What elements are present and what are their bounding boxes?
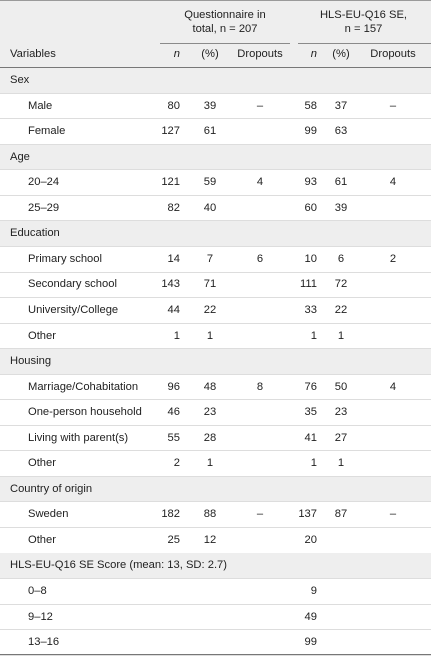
cell-n-hls: 60 [304,201,317,214]
cell-dropouts-hls [363,196,423,221]
cell-n-questionnaire: 143 [161,278,180,291]
cell-n-questionnaire: 182 [161,508,180,521]
cell-pct-questionnaire: 1 [206,457,214,470]
cell-dropouts-questionnaire [230,630,290,655]
cell-pct-questionnaire: 59 [203,176,217,189]
table-row [0,605,431,631]
cell-n-hls: 99 [304,636,317,649]
cell-n-hls: 9 [310,585,317,597]
row-label: University/College [28,303,119,316]
group-underline-hls [298,43,431,44]
group-underline-questionnaire [160,43,290,44]
cell-pct-questionnaire [195,579,225,604]
cell-pct-hls [326,579,356,604]
cell-n-hls: 10 [304,252,317,265]
cell-pct-questionnaire [195,605,225,630]
cell-n-questionnaire [150,605,180,630]
row-label: Other [28,457,56,470]
cell-dropouts-hls: 2 [389,252,397,265]
row-label: 13–16 [28,636,60,649]
cell-n-hls: 41 [304,431,317,444]
cell-pct-questionnaire: 61 [203,125,217,138]
cell-n-questionnaire: 121 [161,176,180,189]
row-label: Living with parent(s) [28,431,129,444]
cell-dropouts-questionnaire: 8 [256,380,264,393]
section-row [0,68,431,94]
cell-dropouts-questionnaire: 6 [256,252,264,265]
cell-dropouts-hls [363,324,423,349]
cell-dropouts-questionnaire [230,272,290,297]
col-header-dropouts-hls: Dropouts [370,48,416,60]
row-label: 25–29 [28,201,60,214]
row-label: 0–8 [28,585,47,597]
row-label: Secondary school [28,278,117,291]
cell-pct-hls: 50 [334,380,348,393]
cell-n-questionnaire: 127 [161,125,180,138]
cell-dropouts-hls [363,119,423,144]
row-label: One-person household [28,406,142,419]
cell-pct-hls: 37 [334,99,348,112]
cell-dropouts-hls [363,298,423,323]
section-label: Age [10,150,30,163]
cell-pct-questionnaire: 7 [206,252,214,265]
cell-dropouts-questionnaire: 4 [256,176,264,189]
cell-pct-questionnaire: 1 [206,329,214,342]
col-header-dropouts-questionnaire: Dropouts [237,48,283,60]
cell-n-hls: 33 [304,303,317,316]
cell-dropouts-hls: 4 [389,176,397,189]
group-header-hls-line1: HLS-EU-Q16 SE, [319,9,408,21]
cell-dropouts-hls [363,579,423,604]
col-header-n-hls: n [310,48,317,60]
col-header-n-questionnaire: n [173,48,180,60]
cell-n-hls: 137 [298,508,317,521]
table-row [0,426,431,452]
cell-n-questionnaire: 25 [167,533,180,546]
table-row [0,451,431,477]
table-row [0,400,431,426]
cell-pct-hls: 87 [334,508,348,521]
section-row [0,221,431,247]
cell-pct-hls [326,528,356,553]
row-label: 20–24 [28,176,60,189]
section-label: Country of origin [10,482,93,495]
cell-dropouts-questionnaire [230,426,290,451]
cell-pct-questionnaire: 23 [203,406,217,419]
table-row [0,298,431,324]
cell-n-hls: 111 [299,278,317,291]
cell-n-questionnaire: 1 [173,329,180,342]
cell-n-questionnaire [150,630,180,655]
row-label: Sweden [28,508,69,521]
cell-dropouts-hls [363,528,423,553]
cell-n-hls: 58 [304,99,317,112]
cell-pct-questionnaire: 48 [203,380,217,393]
table-row [0,247,431,273]
table-row [0,324,431,350]
cell-pct-questionnaire: 39 [203,99,217,112]
cell-dropouts-questionnaire [230,400,290,425]
cell-pct-questionnaire: 88 [203,508,217,521]
table-row [0,630,431,656]
table-row [0,528,431,554]
cell-dropouts-hls [363,272,423,297]
row-label: Other [28,533,56,546]
cell-n-questionnaire: 82 [167,201,180,214]
cell-dropouts-hls [363,400,423,425]
section-label: Education [10,227,60,240]
cell-pct-questionnaire: 12 [203,533,217,546]
cell-pct-hls: 6 [337,252,345,265]
cell-dropouts-hls [363,605,423,630]
cell-dropouts-hls: 4 [389,380,397,393]
cell-pct-questionnaire: 22 [203,303,217,316]
row-label: Female [28,125,66,138]
cell-n-questionnaire: 80 [167,99,180,112]
group-header-hls-line2: n = 157 [344,23,383,35]
cell-pct-hls [326,630,356,655]
table-row [0,272,431,298]
cell-pct-hls: 1 [337,457,345,470]
cell-n-questionnaire: 14 [167,252,180,265]
cell-pct-hls: 22 [334,303,348,316]
cell-dropouts-hls [363,630,423,655]
cell-n-questionnaire [150,579,180,604]
table-row [0,94,431,120]
section-row [0,349,431,375]
cell-n-questionnaire: 46 [167,406,180,419]
group-header-questionnaire-line2: total, n = 207 [192,23,258,35]
cell-pct-hls: 72 [334,278,348,291]
row-label: Primary school [28,252,102,265]
row-label: Other [28,329,56,342]
table-row [0,170,431,196]
cell-dropouts-questionnaire [230,451,290,476]
cell-n-hls: 76 [304,380,317,393]
cell-n-hls: 1 [310,329,317,342]
col-header-variables: Variables [10,48,56,60]
col-header-pct-hls: (%) [332,48,350,60]
cell-dropouts-questionnaire [230,119,290,144]
row-label: 9–12 [28,610,53,623]
cell-dropouts-hls: – [389,508,397,521]
cell-n-hls: 1 [310,457,317,470]
cell-pct-hls: 61 [334,176,348,189]
table-header [0,0,431,68]
cell-dropouts-questionnaire: – [256,508,264,521]
table-row [0,579,431,605]
section-label: Sex [10,74,30,86]
section-label: HLS-EU-Q16 SE Score (mean: 13, SD: 2.7) [10,559,227,572]
table-row [0,375,431,401]
cell-n-hls: 35 [304,406,317,419]
cell-dropouts-questionnaire [230,579,290,604]
cell-pct-questionnaire: 28 [203,431,217,444]
cell-n-hls: 93 [304,176,317,189]
cell-dropouts-questionnaire [230,324,290,349]
cell-dropouts-hls [363,426,423,451]
cell-pct-hls: 63 [334,125,348,138]
cell-dropouts-questionnaire: – [256,99,264,112]
cell-dropouts-hls: – [389,99,397,112]
cell-n-questionnaire: 96 [167,380,180,393]
cell-dropouts-questionnaire [230,528,290,553]
cell-pct-hls: 1 [337,329,345,342]
cell-n-questionnaire: 55 [167,431,180,444]
table-row [0,119,431,145]
col-header-pct-questionnaire: (%) [201,48,219,60]
cell-pct-questionnaire: 40 [203,201,217,214]
section-row [0,553,431,579]
cell-dropouts-questionnaire [230,298,290,323]
group-header-questionnaire-line1: Questionnaire in [184,9,266,21]
cell-dropouts-hls [363,451,423,476]
section-row [0,477,431,503]
cell-pct-hls [326,605,356,630]
table-row [0,196,431,222]
cell-n-questionnaire: 44 [167,303,180,316]
row-label: Male [28,99,53,112]
cell-pct-hls: 39 [334,201,348,214]
section-label: Housing [10,355,52,368]
cell-n-hls: 99 [304,125,317,138]
cell-n-hls: 49 [304,610,317,623]
cell-n-questionnaire: 2 [173,457,180,470]
cell-dropouts-questionnaire [230,605,290,630]
row-label: Marriage/Cohabitation [28,380,139,393]
section-row [0,145,431,171]
cell-dropouts-questionnaire [230,196,290,221]
cell-pct-hls: 23 [334,406,348,419]
cell-n-hls: 20 [304,533,317,546]
table-row [0,502,431,528]
cell-pct-questionnaire [195,630,225,655]
cell-pct-hls: 27 [334,431,348,444]
cell-pct-questionnaire: 71 [203,278,217,291]
